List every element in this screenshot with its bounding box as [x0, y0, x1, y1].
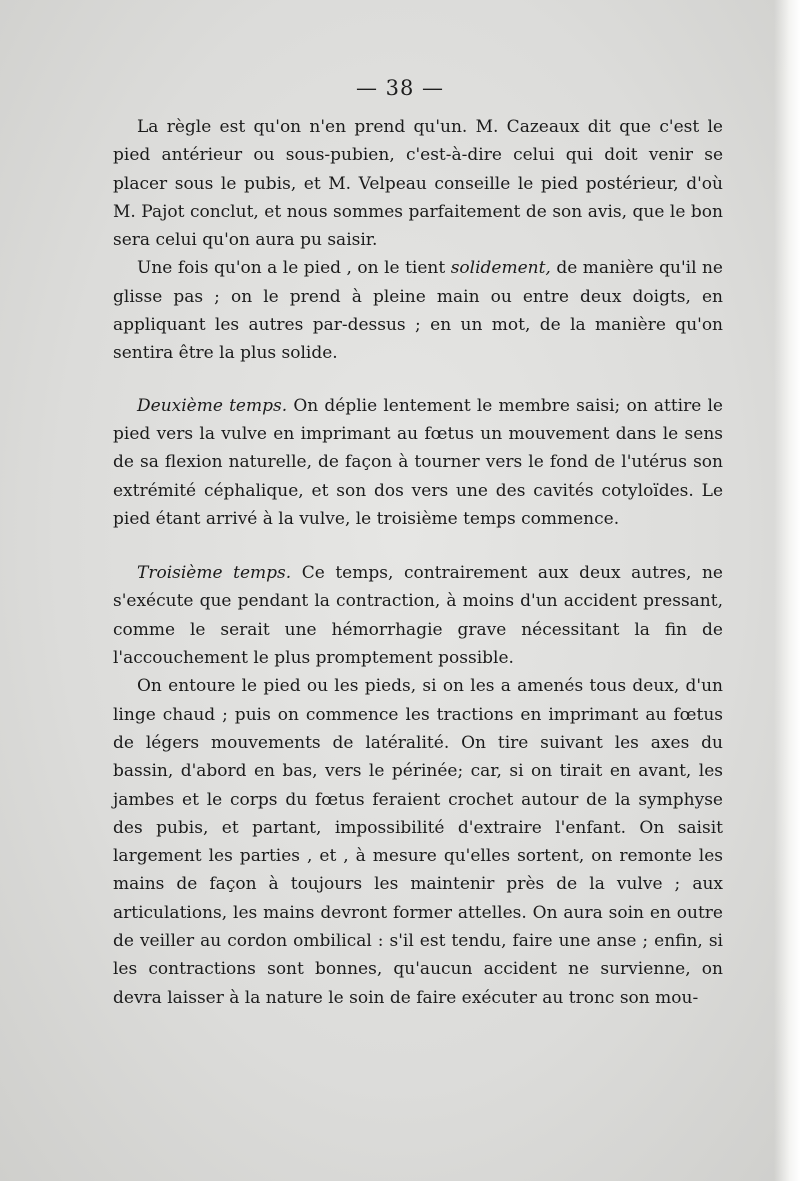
paragraph-3-text: On déplie lentement le membre saisi; on attire le pied vers la vulve en imprimant au fœtus un mouvement dans le sens de sa flexion naturelle, de façon à tourner vers le fond de l'utérus son extrémité céphalique, et son dos vers une des cavités cotyloïdes. Le pied étant arrivé à la vulve, le troisième temps commence. [113, 395, 723, 529]
paragraph-2-end: de manière qu'il ne glisse pas ; on le prend à pleine main ou entre deux doigts, en appliquant les autres par-dessus ; en un mot, de la manière qu'on sentira être la plus solide. [113, 258, 723, 364]
paragraph-2 [113, 254, 723, 367]
page-edge [774, 0, 800, 1181]
emphasis-solidement: solidement, [450, 258, 551, 279]
section-heading-deuxieme-temps: Deuxième temps. [137, 395, 288, 416]
page-number: — 38 — [355, 76, 445, 100]
paragraph-3 [113, 392, 723, 533]
paragraph-4 [113, 559, 723, 672]
paragraph-5: On entoure le pied ou les pieds, si on les a amenés tous deux, d'un linge chaud ; puis on commence les tractions en imprimant au fœtus de légers mouvements de latéralité. On tire suivant les axes du bassin, d'abord en bas, vers le périnée; car, si on tirait en avant, les jambes et le corps du fœtus feraient crochet autour de la symphyse des pubis, et partant, impossibilité d'extraire l'enfant. On saisit largement les parties , et , à mesure qu'elles sortent, on remonte les mains de façon à toujours les maintenir près de la vulve ; aux articulations, les mains devront former attelles. On aura soin en outre de veiller au cordon ombilical : s'il est tendu, faire une anse ; enfin, si les contractions sont bonnes, qu'aucun accident ne survienne, on devra laisser à la nature le soin de faire exécuter au tronc son mou- [113, 676, 723, 1008]
paragraph-2-start: Une fois qu'on a le pied , on le tient [137, 258, 451, 279]
paragraph-4-text: Ce temps, contrairement aux deux autres, ne s'exécute que pendant la contraction, à moins d'un accident pressant, comme le serait une hémorrhagie grave nécessitant la fin de l'accouchement le plus promptement possible. [113, 563, 723, 669]
section-heading-troisieme-temps: Troisième temps. [137, 563, 292, 584]
paragraph-1: La règle est qu'on n'en prend qu'un. M. Cazeaux dit que c'est le pied antérieur ou sous-pubien, c'est-à-dire celui qui doit venir se placer sous le pubis, et M. Velpeau conseille le pied postérieur, d'où M. Pajot conclut, et nous sommes parfaitement de son avis, que le bon sera celui qu'on aura pu saisir. [113, 117, 723, 251]
body-text [113, 113, 723, 1012]
